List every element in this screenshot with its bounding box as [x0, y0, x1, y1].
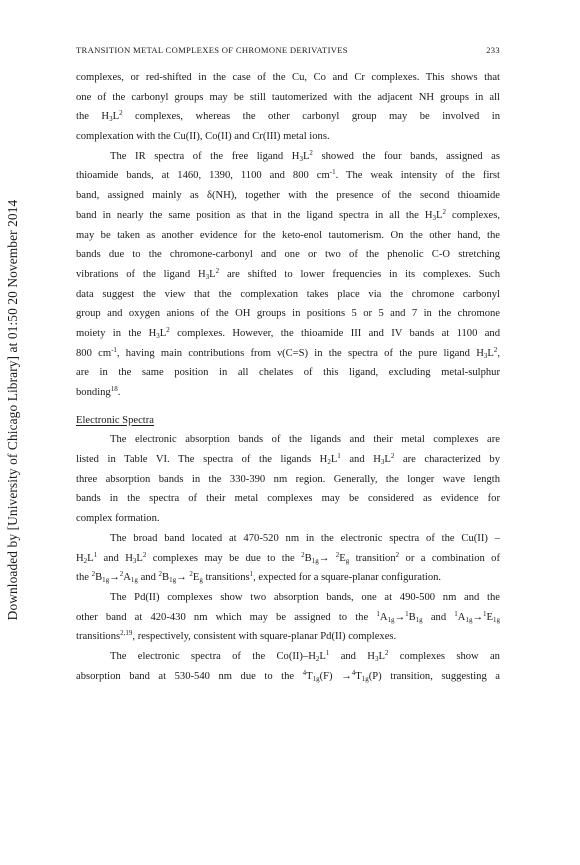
running-title: TRANSITION METAL COMPLEXES OF CHROMONE DERIVATIVES: [76, 45, 348, 55]
text-line: bonding$^{18}$.: [76, 385, 121, 398]
download-watermark-text: Downloaded by [University of Chicago Library] at 01:50 20 November 2014: [5, 199, 20, 621]
text-line: band in nearly the same position as that in the ligand spectra in all the $H_3L^2$ complexes,: [76, 207, 500, 222]
text-line: thioamide bands, at 1460, 1390, 1100 and 800 $cm^{-1}$. The weak intensity of the first: [76, 168, 500, 182]
page-number: 233: [486, 45, 500, 55]
article-body: [76, 68, 500, 686]
text-line: may be taken as another evidence for the keto-enol tautomerism. On the other hand, the: [76, 229, 500, 241]
text-line: The electronic absorption bands of the ligands and their metal complexes are: [110, 434, 500, 446]
text-line: $H_2L^1$ and $H_3L^2$ complexes may be due to the $^2B_{1g}\to ^2E_g$ transition$^2$ or a combination of: [76, 550, 501, 565]
text-line: bands due to the chromone-carbonyl and one or two of the phenolic C-O stretching: [76, 249, 500, 261]
download-watermark: [2, 170, 24, 650]
text-line: complexes, or red-shifted in the case of the Cu, Co and Cr complexes. This shows that: [76, 72, 500, 83]
text-line: other band at 420-430 nm which may be assigned to the $^1A_{1g}\to^1B_{1g}$ and $^1A_{1g}\to^1E_{1g}$: [76, 609, 501, 624]
text-line: listed in Table VI. The spectra of the ligands $H_2L^1$ and $H_3L^2$ are characterized by: [76, 452, 500, 467]
text-line: data suggest the view that the complexation takes place via the chromone carbonyl: [76, 288, 500, 300]
text-line: bands in the spectra of their metal complexes may be considered as evidence for: [76, 493, 500, 505]
text-line: group and oxygen anions of the OH groups in positions 5 or 5 and 7 in the chromone: [76, 308, 500, 320]
text-line: The IR spectra of the free ligand $H_3L^2$ showed the four bands, assigned as: [110, 148, 500, 163]
text-line: transitions$^{2,19}$, respectively, consistent with square-planar Pd(II) complexes.: [76, 629, 397, 643]
text-line: complexation with the Cu(II), Co(II) and Cr(III) metal ions.: [76, 131, 330, 143]
section-heading: Electronic Spectra: [76, 414, 154, 426]
text-line: The Pd(II) complexes show two absorption bands, one at 490-500 nm and the: [110, 591, 500, 603]
text-line: the $^2B_{1g}\to^2A_{1g}$ and $^2B_{1g}\to ^2E_g$ transitions$^1$, expected for a square-planar configuration.: [76, 570, 442, 585]
text-line: three absorption bands in the 330-390 nm region. Generally, the longer wave length: [76, 473, 500, 485]
text-line: vibrations of the ligand $H_3L^2$ are shifted to lower frequencies in its complexes. Such: [76, 266, 500, 281]
text-line: 800 $cm^{-1}$, having main contributions from ν(C=S) in the spectra of the pure ligand $H_3L^2$,: [76, 345, 500, 360]
text-line: band, assigned mainly as δ(NH), together with the presence of the second thioamide: [76, 190, 500, 202]
text-line: complex formation.: [76, 513, 160, 525]
text-line: The electronic spectra of the $Co(II)-H_2L^1$ and $H_3L^2$ complexes show an: [110, 648, 500, 663]
running-header: [76, 45, 500, 59]
text-line: moiety in the $H_3L^2$ complexes. However, the thioamide III and IV bands at 1100 and: [76, 325, 500, 340]
text-line: are in the same position in all chelates of this ligand, excluding metal-sulphur: [76, 367, 500, 379]
text-line: one of the carbonyl groups may be still tautomerized with the adjacent NH groups in all: [76, 91, 500, 103]
text-line: absorption band at 530-540 nm due to the $^4T_{1g}(F) \to^4T_{1g}(P)$ transition, suggesting a: [76, 668, 500, 683]
text-line: The broad band located at 470-520 nm in the electronic spectra of the Cu(II) –: [110, 532, 500, 544]
text-line: the $H_3L^2$ complexes, whereas the other carbonyl group may be involved in: [76, 109, 500, 124]
